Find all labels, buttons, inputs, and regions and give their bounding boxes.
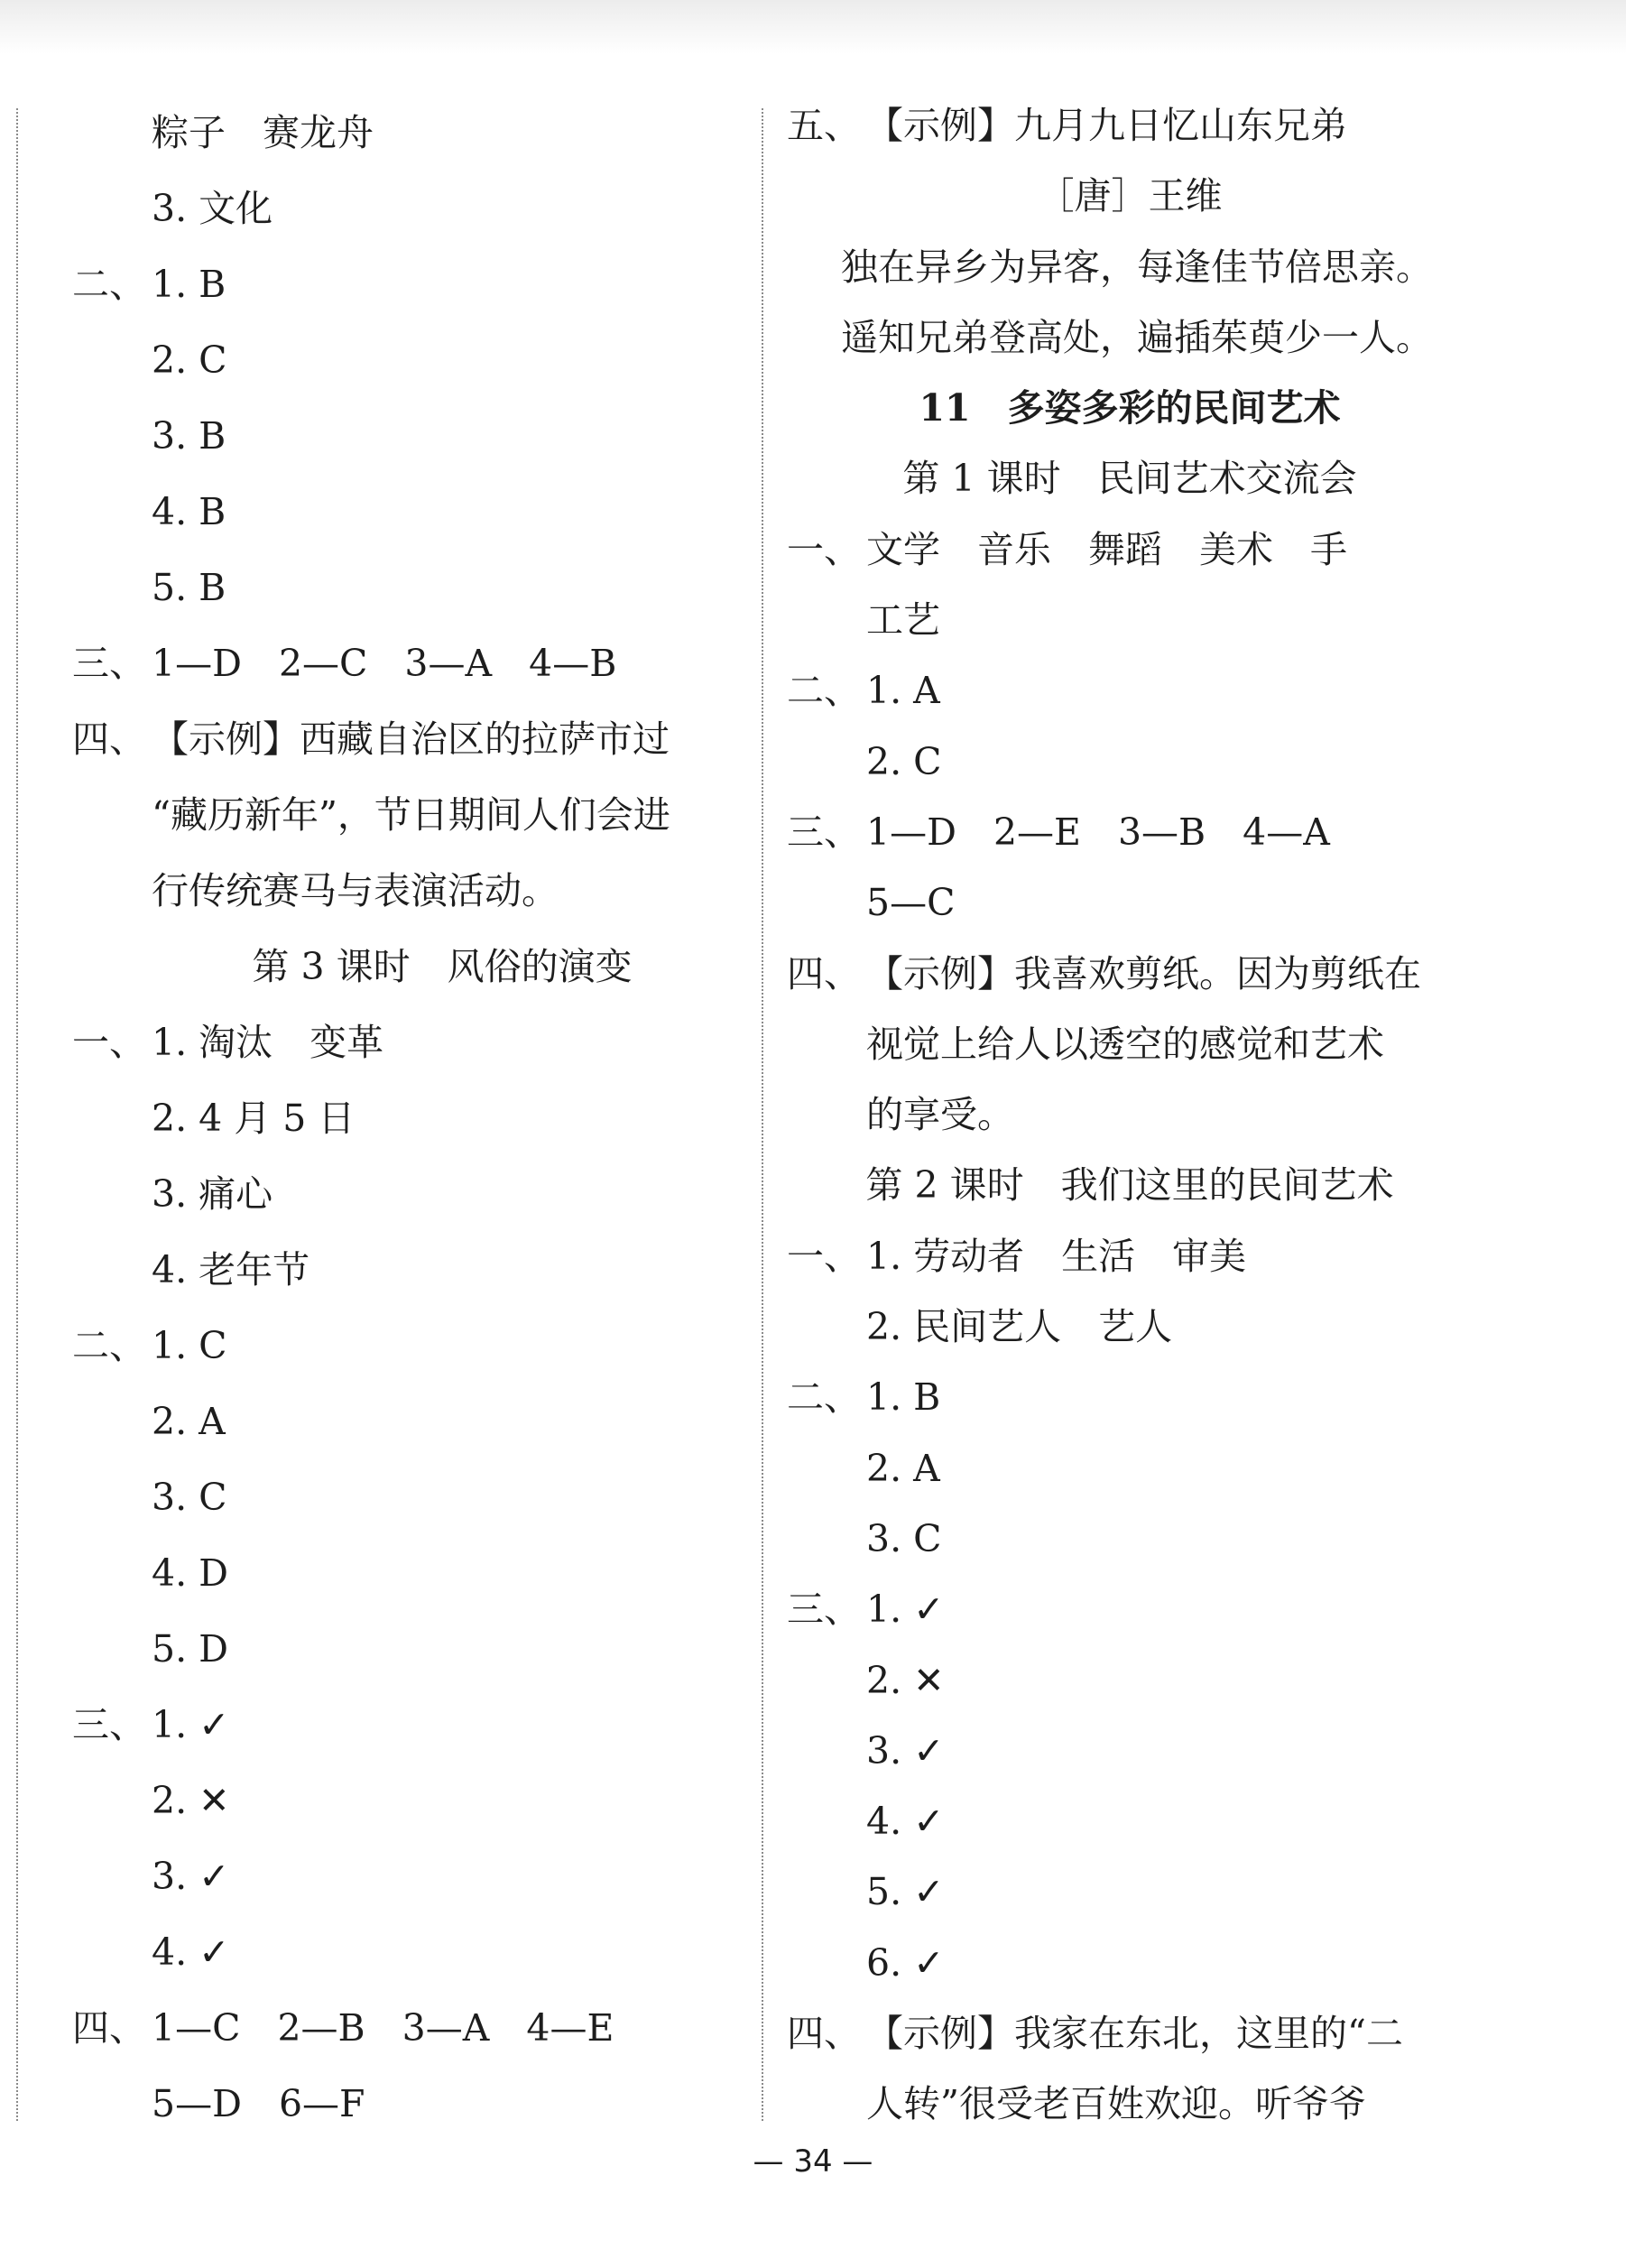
lesson-heading: 第 3 课时 风俗的演变: [252, 945, 633, 988]
column-divider: [762, 108, 763, 2121]
answer-line: [787, 1786, 1473, 1856]
answer-text: 【示例】九月九日忆山东兄弟: [866, 104, 1347, 147]
lesson-heading: 第 1 课时 民间艺术交流会: [902, 457, 1357, 501]
answer-line: [787, 1716, 1473, 1786]
lesson-heading: 第 2 课时 我们这里的民间艺术: [865, 1163, 1394, 1208]
section-number: 一、: [787, 1234, 861, 1278]
page-number: — 34 —: [753, 2143, 873, 2180]
answer-line: [787, 1433, 1473, 1504]
answer-line: [787, 161, 1473, 231]
answer-text: 1. C: [152, 1324, 227, 1367]
section-number: 三、: [787, 810, 861, 854]
lesson-heading: ［唐］王维: [1037, 174, 1223, 218]
answer-text: 粽子 赛龙舟: [152, 111, 374, 154]
answer-text: 4. 老年节: [152, 1248, 310, 1291]
answer-line: [787, 939, 1473, 1009]
answer-line: [787, 1291, 1473, 1362]
answer-line: [787, 655, 1473, 726]
answer-line: [72, 853, 758, 929]
answer-line: [787, 1998, 1473, 2069]
answer-line: [72, 322, 758, 398]
answer-text: 4. ✓: [866, 1800, 945, 1844]
answer-text: 3. B: [152, 414, 226, 458]
answer-line: [787, 1574, 1473, 1644]
answer-text: 3. 文化: [152, 187, 273, 230]
answer-text: 【示例】西藏自治区的拉萨市过: [152, 717, 670, 761]
answer-text: 4. B: [152, 490, 226, 533]
answer-line: [72, 550, 758, 625]
answer-text: 2. 民间艺人 艺人: [866, 1305, 1173, 1349]
answer-line: [787, 1362, 1473, 1432]
answer-line: [72, 1611, 758, 1687]
answer-line: [72, 1080, 758, 1156]
section-number: 三、: [72, 642, 146, 685]
answer-line: [72, 1156, 758, 1232]
answer-line: [787, 797, 1473, 867]
answer-line: [787, 1079, 1473, 1150]
answer-line: [787, 585, 1473, 655]
answer-line: [72, 1687, 758, 1763]
answer-line: [787, 232, 1473, 302]
answer-line: [72, 2066, 758, 2142]
answer-text: 文学 音乐 舞蹈 美术 手: [866, 527, 1347, 571]
answer-text: 1. ✓: [152, 1703, 230, 1746]
answer-line: [787, 1221, 1473, 1291]
answer-line: [72, 1232, 758, 1308]
answer-text: 2. ✕: [866, 1658, 945, 1702]
answer-text: 行传统赛马与表演活动。: [152, 869, 559, 912]
answer-line: [787, 727, 1473, 797]
section-number: 二、: [787, 669, 861, 713]
answer-text: 1. B: [152, 263, 226, 306]
section-number: 三、: [787, 1588, 861, 1632]
answer-text: 2. A: [866, 1446, 940, 1490]
section-number: 四、: [72, 717, 146, 761]
answer-text: 1—D 2—E 3—B 4—A: [866, 810, 1330, 854]
answer-line: [787, 2069, 1473, 2139]
answer-text: 1—C 2—B 3—A 4—E: [152, 2006, 614, 2050]
answer-line: [72, 474, 758, 550]
section-number: 二、: [72, 1324, 146, 1367]
answer-line: [72, 1308, 758, 1384]
poem-line: 独在异乡为异客，每逢佳节倍思亲。: [841, 245, 1433, 289]
answer-text: 1. 淘汰 变革: [152, 1021, 384, 1064]
poem-line: 遥知兄弟登高处，遍插茱萸少一人。: [841, 315, 1433, 359]
answer-line: [72, 1004, 758, 1080]
section-number: 五、: [787, 104, 861, 147]
answer-line: [787, 373, 1473, 443]
right-column: [787, 90, 1473, 2140]
answer-line: [787, 302, 1473, 373]
answer-line: [72, 171, 758, 246]
answer-line: [787, 867, 1473, 938]
answer-text: 的享受。: [866, 1093, 1014, 1137]
section-number: 一、: [72, 1021, 146, 1064]
answer-line: [787, 514, 1473, 585]
answer-text: 5—D 6—F: [152, 2082, 365, 2125]
answer-text: 3. C: [866, 1516, 942, 1560]
answer-text: 5. D: [152, 1627, 229, 1671]
section-number: 一、: [787, 527, 861, 571]
answer-text: 1. ✓: [866, 1588, 945, 1632]
section-number: 四、: [787, 951, 861, 995]
answer-text: 5. B: [152, 566, 226, 609]
answer-line: [787, 1504, 1473, 1574]
left-column: [72, 95, 758, 2142]
answer-line: [72, 1990, 758, 2066]
answer-line: [787, 90, 1473, 161]
answer-text: 2. A: [152, 1400, 226, 1443]
answer-line: [787, 1856, 1473, 1927]
answer-text: 2. ✕: [152, 1779, 230, 1822]
answer-text: 2. C: [152, 338, 227, 382]
answer-text: 2. 4 月 5 日: [152, 1097, 356, 1140]
answer-text: 1—D 2—C 3—A 4—B: [152, 642, 617, 685]
section-number: 二、: [72, 263, 146, 306]
answer-line: [72, 398, 758, 474]
answer-line: [72, 246, 758, 322]
answer-text: 3. 痛心: [152, 1172, 273, 1216]
section-number: 四、: [72, 2006, 146, 2050]
answer-line: [72, 1914, 758, 1990]
answer-line: [72, 95, 758, 171]
answer-line: [787, 1009, 1473, 1079]
answer-line: [72, 625, 758, 701]
answer-text: “藏历新年”，节日期间人们会进: [152, 793, 670, 837]
answer-line: [787, 1928, 1473, 1998]
answer-line: [72, 1535, 758, 1611]
answer-line: [72, 777, 758, 853]
answer-text: 【示例】我喜欢剪纸。因为剪纸在: [866, 951, 1421, 995]
answer-line: [787, 1645, 1473, 1716]
answer-text: 【示例】我家在东北，这里的“二: [866, 2012, 1403, 2056]
answer-text: 3. ✓: [152, 1855, 230, 1898]
answer-text: 2. C: [866, 739, 942, 783]
answer-text: 6. ✓: [866, 1940, 945, 1985]
answer-line: [72, 1384, 758, 1459]
answer-text: 4. ✓: [152, 1930, 230, 1974]
unit-title: 11 多姿多彩的民间艺术: [919, 386, 1341, 430]
answer-text: 4. D: [152, 1551, 229, 1595]
answer-text: 1. A: [866, 669, 940, 713]
answer-text: 5—C: [866, 881, 956, 925]
answer-text: 1. B: [866, 1375, 941, 1420]
answer-line: [72, 1459, 758, 1535]
answer-line: [787, 1150, 1473, 1220]
answer-line: [72, 701, 758, 777]
section-number: 四、: [787, 2012, 861, 2056]
answer-text: 视觉上给人以透空的感觉和艺术: [866, 1022, 1384, 1066]
answer-text: 3. ✓: [866, 1728, 945, 1773]
section-number: 二、: [787, 1375, 861, 1420]
left-margin-rule: [16, 108, 18, 2121]
answer-line: [72, 929, 758, 1004]
answer-text: 3. C: [152, 1476, 227, 1519]
section-number: 三、: [72, 1703, 146, 1746]
answer-text: 1. 劳动者 生活 审美: [866, 1234, 1247, 1278]
answer-text: 5. ✓: [866, 1870, 945, 1914]
answer-text: 人转”很受老百姓欢迎。听爷爷: [866, 2082, 1366, 2126]
answer-line: [72, 1763, 758, 1838]
answer-line: [787, 443, 1473, 514]
answer-line: [72, 1838, 758, 1914]
answer-text: 工艺: [866, 598, 940, 643]
